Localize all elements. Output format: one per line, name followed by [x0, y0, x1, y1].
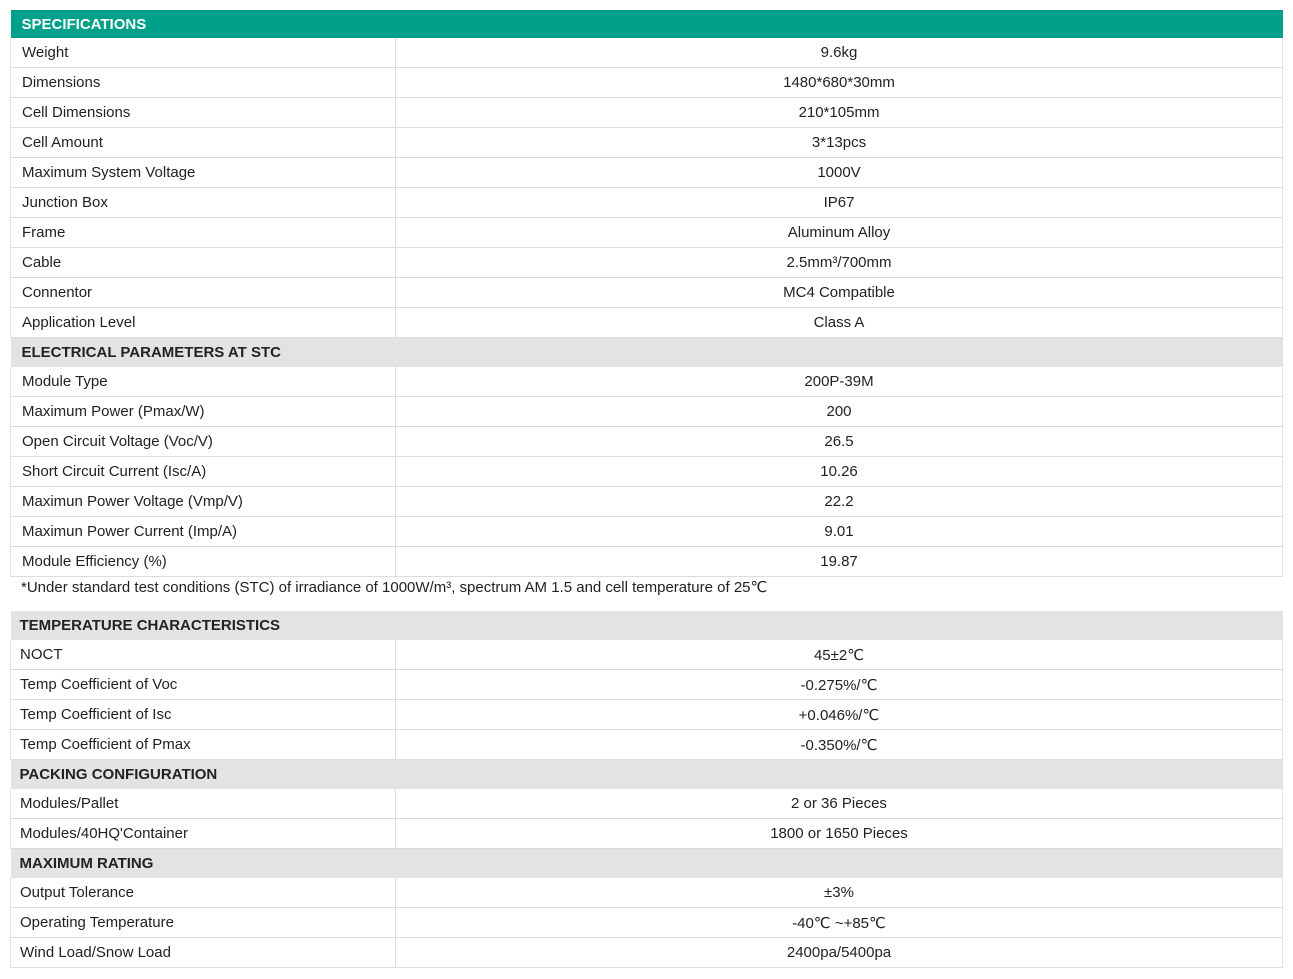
table-row — [11, 670, 1283, 700]
table-row — [11, 517, 1283, 547]
row-value: 1800 or 1650 Pieces — [396, 819, 1283, 849]
row-label: Short Circuit Current (Isc/A) — [11, 457, 396, 487]
section-title: ELECTRICAL PARAMETERS AT STC — [11, 338, 1283, 368]
table-row — [11, 640, 1283, 670]
table-row — [11, 878, 1283, 908]
row-label: Frame — [11, 218, 396, 248]
table-row — [11, 308, 1283, 338]
row-value: -40℃ ~+85℃ — [396, 908, 1283, 938]
row-label: Output Tolerance — [11, 878, 396, 908]
table-row — [11, 487, 1283, 517]
row-value: 2.5mm³/700mm — [396, 248, 1283, 278]
row-label: Wind Load/Snow Load — [11, 938, 396, 968]
table-row — [11, 367, 1283, 397]
row-label: Maximun Power Current (Imp/A) — [11, 517, 396, 547]
row-value: 2400pa/5400pa — [396, 938, 1283, 968]
table-row — [11, 938, 1283, 968]
row-label: Temp Coefficient of Isc — [11, 700, 396, 730]
table-row — [11, 188, 1283, 218]
row-label: Cell Amount — [11, 128, 396, 158]
row-label: Application Level — [11, 308, 396, 338]
table-row — [11, 908, 1283, 938]
section-header-maximum-rating — [11, 849, 1283, 879]
row-label: Open Circuit Voltage (Voc/V) — [11, 427, 396, 457]
row-value: 1480*680*30mm — [396, 68, 1283, 98]
row-value: ±3% — [396, 878, 1283, 908]
row-value: IP67 — [396, 188, 1283, 218]
table-row — [11, 248, 1283, 278]
row-value: Aluminum Alloy — [396, 218, 1283, 248]
row-value: 9.6kg — [396, 38, 1283, 68]
section-title: PACKING CONFIGURATION — [11, 760, 1283, 790]
section-header-electrical — [11, 338, 1283, 368]
characteristics-table — [10, 611, 1283, 968]
table-row — [11, 38, 1283, 68]
specifications-table — [10, 10, 1283, 577]
row-value: 9.01 — [396, 517, 1283, 547]
table-row — [11, 98, 1283, 128]
table-row — [11, 427, 1283, 457]
row-label: Temp Coefficient of Pmax — [11, 730, 396, 760]
row-value: -0.275%/℃ — [396, 670, 1283, 700]
table-row — [11, 700, 1283, 730]
row-value: 22.2 — [396, 487, 1283, 517]
row-value: 19.87 — [396, 547, 1283, 577]
row-value: 1000V — [396, 158, 1283, 188]
row-value: 26.5 — [396, 427, 1283, 457]
table-row — [11, 68, 1283, 98]
table-row — [11, 278, 1283, 308]
row-value: 200 — [396, 397, 1283, 427]
table-row — [11, 397, 1283, 427]
row-label: Maximun Power Voltage (Vmp/V) — [11, 487, 396, 517]
row-value: 10.26 — [396, 457, 1283, 487]
row-label: Cell Dimensions — [11, 98, 396, 128]
section-title: MAXIMUM RATING — [11, 849, 1283, 879]
row-label: Module Type — [11, 367, 396, 397]
row-value: 3*13pcs — [396, 128, 1283, 158]
table-row — [11, 789, 1283, 819]
row-value: -0.350%/℃ — [396, 730, 1283, 760]
table-row — [11, 819, 1283, 849]
row-label: Modules/40HQ'Container — [11, 819, 396, 849]
section-header-packing — [11, 760, 1283, 790]
row-label: Modules/Pallet — [11, 789, 396, 819]
section-header-temperature — [11, 611, 1283, 640]
row-label: Connentor — [11, 278, 396, 308]
row-value: +0.046%/℃ — [396, 700, 1283, 730]
section-header-specifications — [11, 10, 1283, 38]
row-value: MC4 Compatible — [396, 278, 1283, 308]
row-label: Dimensions — [11, 68, 396, 98]
row-label: Temp Coefficient of Voc — [11, 670, 396, 700]
row-label: Junction Box — [11, 188, 396, 218]
table-row — [11, 547, 1283, 577]
section-title: SPECIFICATIONS — [11, 10, 1283, 38]
row-value: 45±2℃ — [396, 640, 1283, 670]
table-row — [11, 128, 1283, 158]
row-label: Cable — [11, 248, 396, 278]
stc-footnote: *Under standard test conditions (STC) of irradiance of 1000W/m³, spectrum AM 1.5 and cell temperature of 25℃ — [21, 579, 768, 596]
row-label: Maximum System Voltage — [11, 158, 396, 188]
row-label: NOCT — [11, 640, 396, 670]
table-row — [11, 730, 1283, 760]
row-value: Class A — [396, 308, 1283, 338]
table-row — [11, 457, 1283, 487]
row-value: 2 or 36 Pieces — [396, 789, 1283, 819]
row-label: Weight — [11, 38, 396, 68]
table-row — [11, 218, 1283, 248]
row-value: 200P-39M — [396, 367, 1283, 397]
section-title: TEMPERATURE CHARACTERISTICS — [11, 611, 1283, 640]
table-row — [11, 158, 1283, 188]
row-label: Operating Temperature — [11, 908, 396, 938]
row-value: 210*105mm — [396, 98, 1283, 128]
row-label: Maximum Power (Pmax/W) — [11, 397, 396, 427]
row-label: Module Efficiency (%) — [11, 547, 396, 577]
